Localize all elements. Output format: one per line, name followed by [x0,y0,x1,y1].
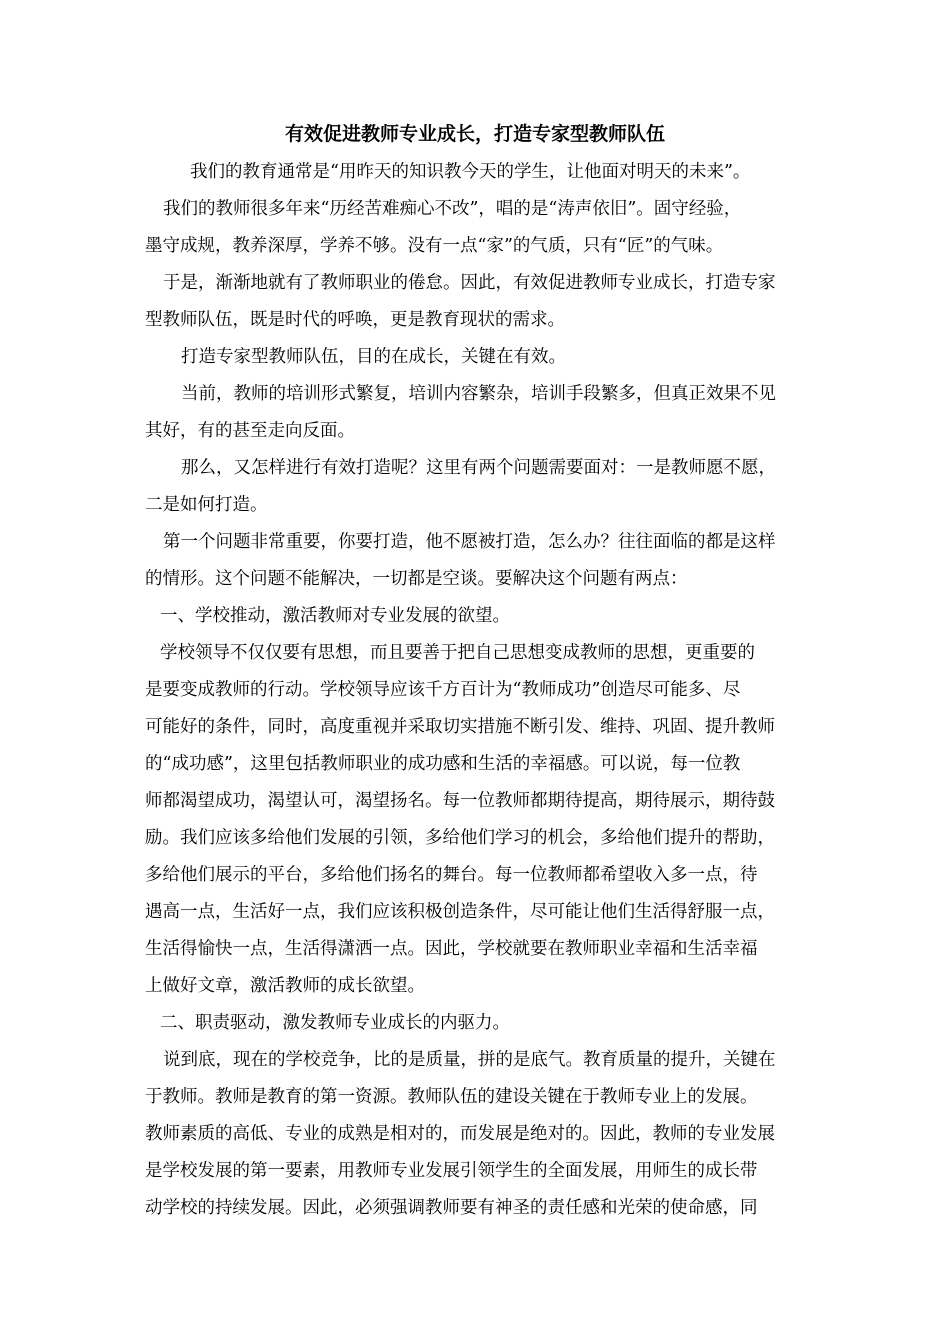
paragraph-line: 墨守成规，教养深厚，学养不够。没有一点“家”的气质，只有“匠”的气味。 [145,236,724,256]
paragraph-line: 当前，教师的培训形式繁复，培训内容繁杂，培训手段繁多，但真正效果不见 [181,384,776,404]
paragraph-line: 的情形。这个问题不能解决，一切都是空谈。要解决这个问题有两点： [145,569,688,589]
paragraph-line: 学校领导不仅仅要有思想，而且要善于把自己思想变成教师的思想，更重要的 [160,643,755,663]
paragraph-line: 我们的教师很多年来“历经苦难痴心不改”，唱的是“涛声依旧”。固守经验， [163,199,742,219]
paragraph-line: 打造专家型教师队伍，目的在成长，关键在有效。 [181,347,566,367]
paragraph-line: 励。我们应该多给他们发展的引领，多给他们学习的机会，多给他们提升的帮助， [145,828,775,848]
paragraph-line: 师都渴望成功，渴望认可，渴望扬名。每一位教师都期待提高，期待展示，期待鼓 [145,791,775,811]
paragraph-line: 教师素质的高低、专业的成熟是相对的，而发展是绝对的。因此，教师的专业发展 [145,1124,775,1144]
paragraph-line: 可能好的条件，同时，高度重视并采取切实措施不断引发、维持、巩固、提升教师 [145,717,775,737]
paragraph-line: 上做好文章，激活教师的成长欲望。 [145,976,425,996]
paragraph-line: 生活得愉快一点，生活得潇洒一点。因此，学校就要在教师职业幸福和生活幸福 [145,939,758,959]
paragraph-line: 那么，又怎样进行有效打造呢？这里有两个问题需要面对：一是教师愿不愿， [181,458,776,478]
paragraph-line: 型教师队伍，既是时代的呼唤，更是教育现状的需求。 [145,310,565,330]
paragraph-line: 于是，渐渐地就有了教师职业的倦怠。因此，有效促进教师专业成长，打造专家 [163,273,776,293]
paragraph-line: 第一个问题非常重要，你要打造，他不愿被打造，怎么办？往往面临的都是这样 [163,532,776,552]
paragraph-line: 其好，有的甚至走向反面。 [145,421,355,441]
paragraph-line: 说到底，现在的学校竞争，比的是质量，拼的是底气。教育质量的提升，关键在 [163,1050,776,1070]
section-heading: 一、学校推动，激活教师对专业发展的欲望。 [160,606,510,626]
paragraph-line: 二是如何打造。 [145,495,268,515]
paragraph-line: 是学校发展的第一要素，用教师专业发展引领学生的全面发展，用师生的成长带 [145,1161,758,1181]
paragraph-line: 动学校的持续发展。因此，必须强调教师要有神圣的责任感和光荣的使命感，同 [145,1198,758,1218]
paragraph-line: 是要变成教师的行动。学校领导应该千方百计为“教师成功”创造尽可能多、尽 [145,680,741,700]
paragraph-line: 遇高一点，生活好一点，我们应该积极创造条件，尽可能让他们生活得舒服一点， [145,902,775,922]
paragraph-line: 我们的教育通常是“用昨天的知识教今天的学生，让他面对明天的未来”。 [190,162,751,182]
section-heading: 二、职责驱动，激发教师专业成长的内驱力。 [160,1013,510,1033]
paragraph-line: 的“成功感”，这里包括教师职业的成功感和生活的幸福感。可以说，每一位教 [145,754,741,774]
paragraph-line: 多给他们展示的平台，多给他们扬名的舞台。每一位教师都希望收入多一点，待 [145,865,758,885]
document-title: 有效促进教师专业成长，打造专家型教师队伍 [284,123,665,145]
paragraph-line: 于教师。教师是教育的第一资源。教师队伍的建设关键在于教师专业上的发展。 [145,1087,758,1107]
